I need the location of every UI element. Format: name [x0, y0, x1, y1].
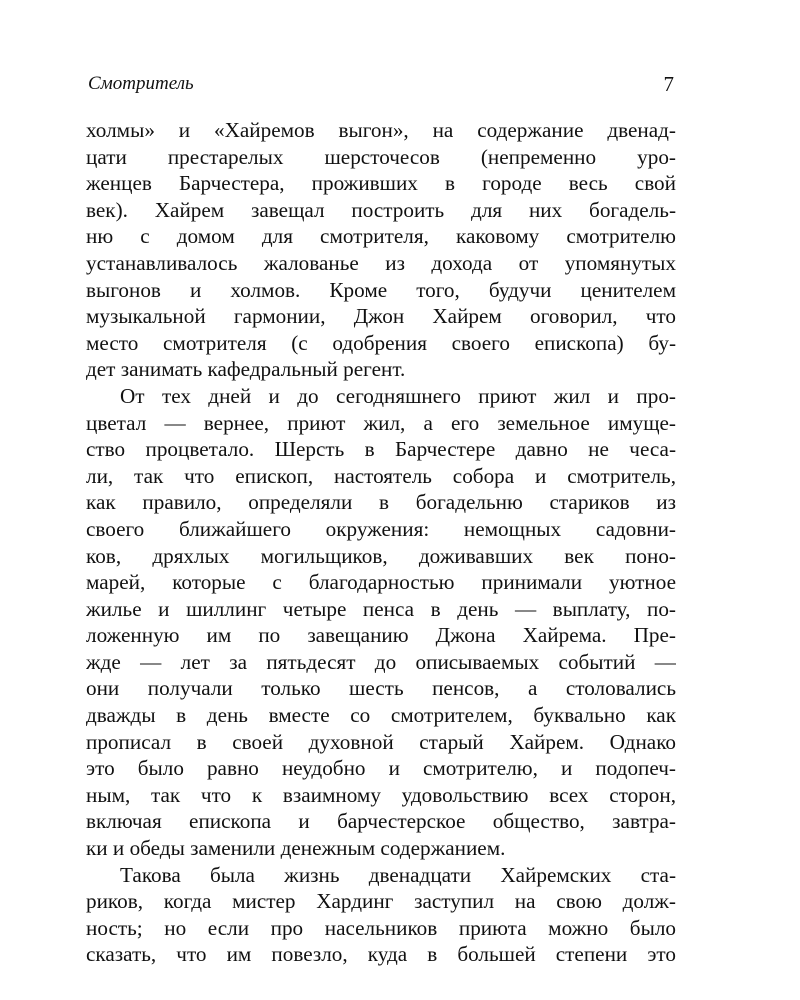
- text-line: включая епископа и барчестерское общество, завтра-: [86, 809, 676, 834]
- text-line: ки и обеды заменили денежным содержанием.: [86, 836, 506, 861]
- text-line: век). Хайрем завещал построить для них богадель-: [86, 197, 676, 222]
- text-line: Такова была жизнь двенадцати Хайремских ста-: [120, 862, 676, 887]
- text-line: своего ближайшего окружения: немощных садовни-: [86, 516, 676, 541]
- text-line: женцев Барчестера, проживших в городе весь свой: [86, 171, 676, 196]
- text-line: цати престарелых шерсточесов (непременно уро-: [86, 144, 676, 169]
- paragraph: [86, 383, 676, 862]
- text-line: музыкальной гармонии, Джон Хайрем оговорил, что: [86, 304, 676, 329]
- text-line: жилье и шиллинг четыре пенса в день — выплату, по-: [86, 596, 676, 621]
- running-title: Смотритель: [88, 73, 194, 94]
- text-line: они получали только шесть пенсов, а столовались: [86, 676, 676, 701]
- text-line: цветал — вернее, приют жил, а его земельное имуще-: [86, 410, 676, 435]
- text-line: От тех дней и до сегодняшнего приют жил и про-: [120, 383, 676, 408]
- text-line: жде — лет за пятьдесят до описываемых событий —: [86, 649, 676, 674]
- text-line: это было равно неудобно и смотрителю, и подопеч-: [86, 756, 676, 781]
- text-line: риков, когда мистер Хардинг заступил на свою долж-: [86, 889, 676, 914]
- text-line: выгонов и холмов. Кроме того, будучи ценителем: [86, 277, 676, 302]
- text-line: ство процветало. Шерсть в Барчестере давно не чеса-: [86, 437, 676, 462]
- text-line: ность; но если про насельников приюта можно было: [86, 915, 676, 940]
- body-text: [86, 117, 676, 968]
- running-head: [88, 72, 674, 96]
- text-line: дет занимать кафедральный регент.: [86, 357, 406, 382]
- text-line: холмы» и «Хайремов выгон», на содержание двенад-: [86, 118, 676, 142]
- text-line: прописал в своей духовной старый Хайрем. Однако: [86, 729, 676, 754]
- paragraph: [86, 862, 676, 968]
- page-number: 7: [663, 72, 674, 96]
- text-line: марей, которые с благодарностью принимали уютное: [86, 570, 676, 595]
- text-line: ным, так что к взаимному удовольствию всех сторон,: [86, 782, 676, 807]
- text-line: ню с домом для смотрителя, каковому смотрителю: [86, 224, 676, 249]
- text-line: сказать, что им повезло, куда в большей степени это: [86, 942, 676, 967]
- text-line: как правило, определяли в богадельню стариков из: [86, 490, 676, 515]
- paragraph: [86, 117, 676, 383]
- text-line: ли, так что епископ, настоятель собора и смотритель,: [86, 463, 676, 488]
- text-line: место смотрителя (с одобрения своего епископа) бу-: [86, 330, 676, 355]
- text-line: дважды в день вместе со смотрителем, буквально как: [86, 703, 676, 728]
- text-line: ложенную им по завещанию Джона Хайрема. Пре-: [86, 623, 676, 648]
- text-line: ков, дряхлых могильщиков, доживавших век поно-: [86, 543, 676, 568]
- text-line: устанавливалось жалованье из дохода от упомянутых: [86, 250, 676, 275]
